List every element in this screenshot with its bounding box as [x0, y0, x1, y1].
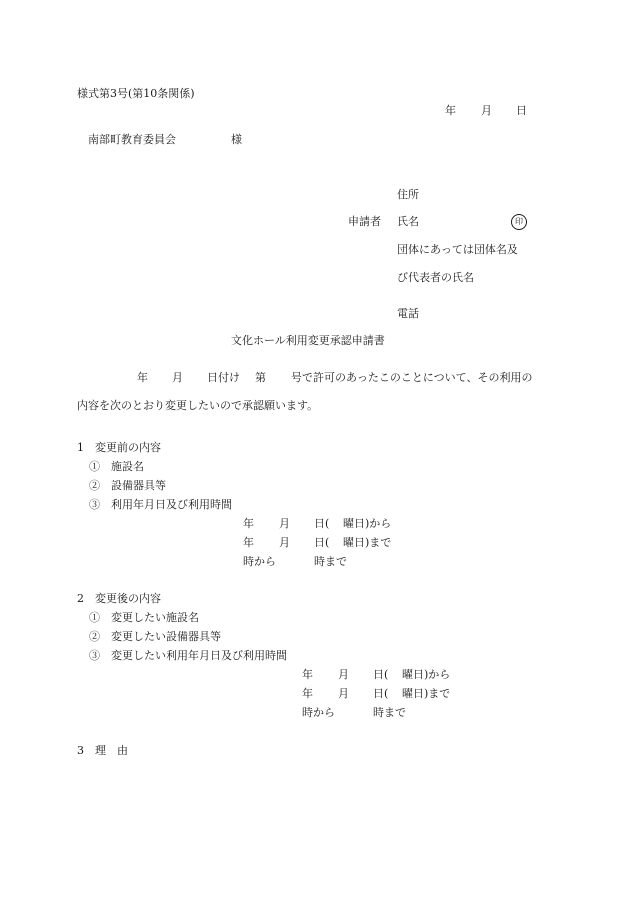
dt-weekday: 曜日)から: [343, 517, 392, 530]
section-item: ② 設備器具等: [89, 479, 166, 492]
time-from: 時から: [302, 706, 335, 719]
time-to: 時まで: [314, 555, 347, 568]
org-note-line2: び代表者の氏名: [397, 271, 474, 284]
date-year: 年: [445, 104, 456, 117]
body-month: 月: [172, 371, 183, 384]
section-heading: 2 変更後の内容: [77, 592, 161, 605]
dt-year: 年: [243, 536, 254, 549]
dt-day: 日(: [314, 536, 330, 549]
seal-mark: 印: [511, 214, 527, 230]
dt-day: 日(: [373, 687, 389, 700]
dt-year: 年: [243, 517, 254, 530]
section-item: ① 変更したい施設名: [89, 611, 199, 624]
dt-weekday: 曜日)まで: [343, 536, 392, 549]
dt-year: 年: [302, 668, 313, 681]
dt-month: 月: [279, 517, 290, 530]
body-year: 年: [137, 371, 148, 384]
section-item: ③ 変更したい利用年月日及び利用時間: [89, 649, 287, 662]
addressee-honorific: 様: [231, 133, 242, 146]
body-dated: 日付け: [207, 371, 240, 384]
body-line2: 内容を次のとおり変更したいので承認願います。: [77, 399, 319, 412]
date-day: 日: [516, 104, 527, 117]
dt-month: 月: [338, 668, 349, 681]
time-to: 時まで: [373, 706, 406, 719]
org-note-line1: 団体にあっては団体名及: [397, 243, 518, 256]
document-title: 文化ホール利用変更承認申請書: [231, 334, 385, 347]
phone-label: 電話: [397, 307, 419, 320]
dt-year: 年: [302, 687, 313, 700]
section-heading: 3 理 由: [77, 744, 128, 757]
dt-month: 月: [279, 536, 290, 549]
body-dai: 第: [255, 371, 266, 384]
dt-month: 月: [338, 687, 349, 700]
applicant-label: 申請者: [348, 215, 381, 228]
form-number: 様式第3号(第10条関係): [77, 87, 195, 100]
dt-weekday: 曜日)から: [402, 668, 451, 681]
section-item: ③ 利用年月日及び利用時間: [89, 498, 232, 511]
body-rest: 号で許可のあったこのことについて、その利用の: [291, 371, 533, 384]
dt-day: 日(: [314, 517, 330, 530]
section-item: ① 施設名: [89, 460, 144, 473]
addressee-name: 南部町教育委員会: [88, 133, 176, 146]
dt-weekday: 曜日)まで: [402, 687, 451, 700]
section-item: ② 変更したい設備器具等: [89, 630, 221, 643]
time-from: 時から: [243, 555, 276, 568]
name-label: 氏名: [397, 215, 419, 228]
dt-day: 日(: [373, 668, 389, 681]
address-label: 住所: [397, 188, 419, 201]
section-heading: 1 変更前の内容: [77, 441, 161, 454]
date-month: 月: [481, 104, 492, 117]
